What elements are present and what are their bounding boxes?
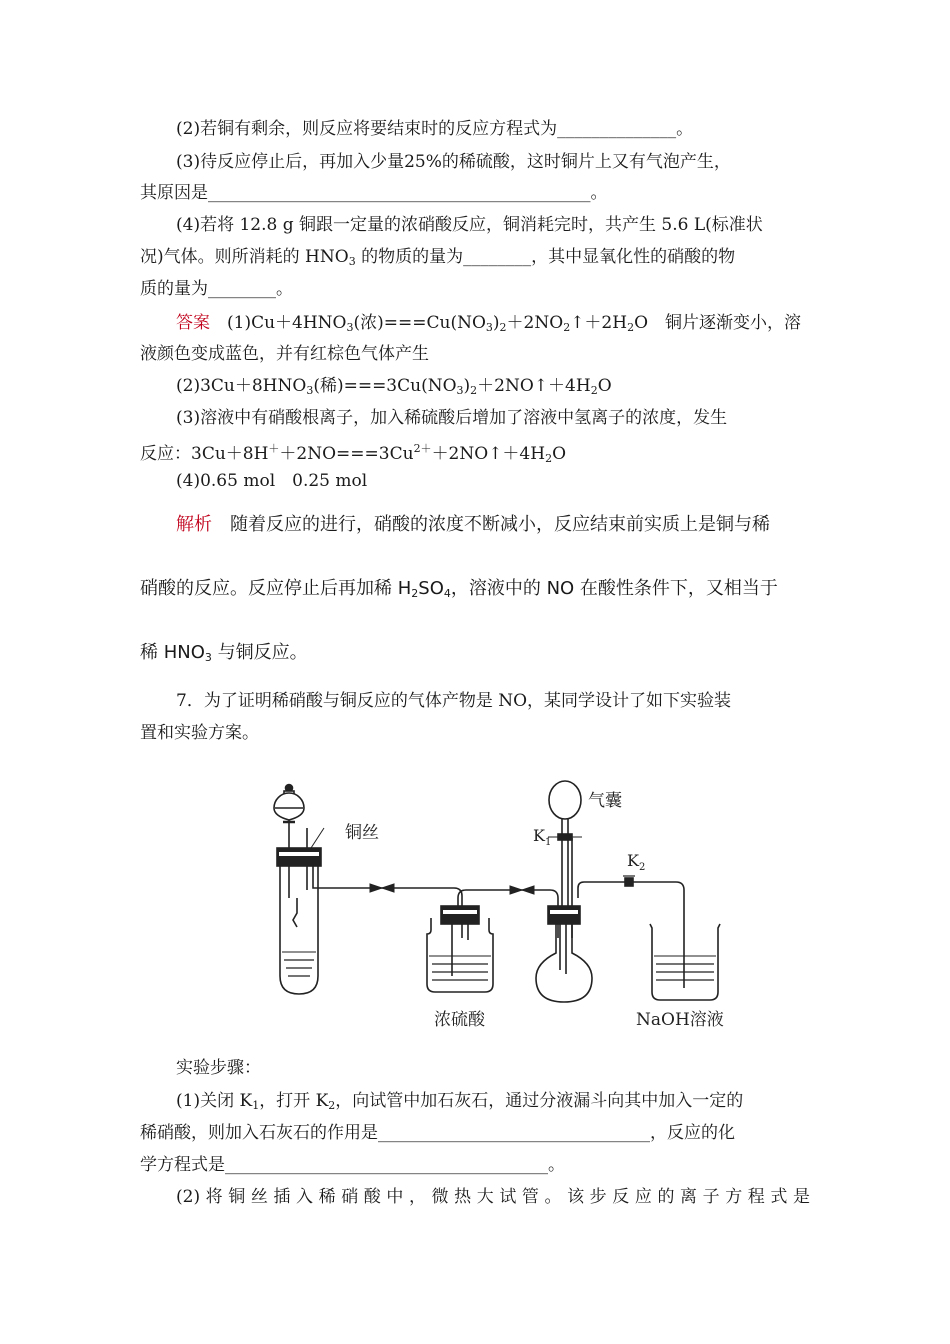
answer-4: (4)0.65 mol 0.25 mol bbox=[176, 471, 368, 491]
analysis-line3: 稀 $HNO_3$ 与铜反应。 bbox=[140, 642, 308, 664]
steps-title: 实验步骤： bbox=[176, 1058, 261, 1078]
copper-wire-label: 铜丝 bbox=[345, 823, 379, 843]
answer-3-line2: 反应：$3Cu+8H^++2NO===3Cu^{2+}+2NO↑+4H_2O$ bbox=[140, 442, 567, 465]
sulfuric-acid-label: 浓硫酸 bbox=[434, 1010, 485, 1030]
question-4-line3: 质的量为________。 bbox=[140, 279, 293, 299]
question-2: (2)若铜有剩余，则反应将要结束时的反应方程式为______________。 bbox=[176, 119, 694, 139]
step-1-line3: 学方程式是______________________________________。 bbox=[140, 1155, 565, 1175]
step-1-line1: (1)关闭 $K_1$，打开 $K_2$，向试管中加石灰石，通过分液漏斗向其中加入一定的 bbox=[176, 1091, 744, 1112]
naoh-label: NaOH溶液 bbox=[636, 1010, 724, 1030]
analysis-label: 解析 bbox=[176, 514, 212, 535]
k2-label: $K_2$ bbox=[627, 851, 646, 873]
question-3-line2: 其原因是_____________________________________________。 bbox=[140, 183, 608, 203]
answer-label: 答案 bbox=[176, 313, 210, 333]
analysis-line2: 硝酸的反应。反应停止后再加稀 $H_2SO_4$，溶液中的 NO 在酸性条件下，又相当于 bbox=[140, 578, 778, 600]
answer-line1: 答案 $(1)Cu+4HNO_3$(浓)$===Cu(NO_3)_2+2NO_2↑+2H_2O$ 铜片逐渐变小，溶 bbox=[176, 313, 802, 334]
analysis-line1: 解析 随着反应的进行，硝酸的浓度不断减小，反应结束前实质上是铜与稀 bbox=[176, 514, 770, 535]
step-1-line2: 稀硝酸，则加入石灰石的作用是________________________________，反应的化 bbox=[140, 1123, 735, 1143]
answer-line2: 液颜色变成蓝色，并有红棕色气体产生 bbox=[140, 344, 429, 364]
question-7-line2: 置和实验方案。 bbox=[140, 723, 259, 743]
k1-label: $K_1$ bbox=[533, 826, 552, 848]
question-3-line1: (3)待反应停止后，再加入少量25%的稀硫酸，这时铜片上又有气泡产生， bbox=[176, 152, 731, 172]
question-4-line1: (4)若将 12.8 g 铜跟一定量的浓硝酸反应，铜消耗完时，共产生 5.6 L(标准状 bbox=[176, 215, 763, 235]
step-2-line1: (2)将铜丝插入稀硝酸中，微热大试管。该步反应的离子方程式是 bbox=[176, 1187, 810, 1207]
question-7-line1: 7．为了证明稀硝酸与铜反应的气体产物是 NO，某同学设计了如下实验装 bbox=[176, 691, 732, 711]
apparatus-diagram bbox=[266, 748, 740, 1040]
answer-3-line1: (3)溶液中有硝酸根离子，加入稀硫酸后增加了溶液中氢离子的浓度，发生 bbox=[176, 408, 728, 428]
question-4-line2: 况)气体。则所消耗的 $HNO_3$ 的物质的量为________，其中显氧化性的硝酸的物 bbox=[140, 247, 736, 268]
airbag-label: 气囊 bbox=[588, 791, 622, 811]
answer-2: $(2)3Cu+8HNO_3$(稀)$===3Cu(NO_3)_2+2NO↑+4H_2O$ bbox=[176, 376, 612, 397]
